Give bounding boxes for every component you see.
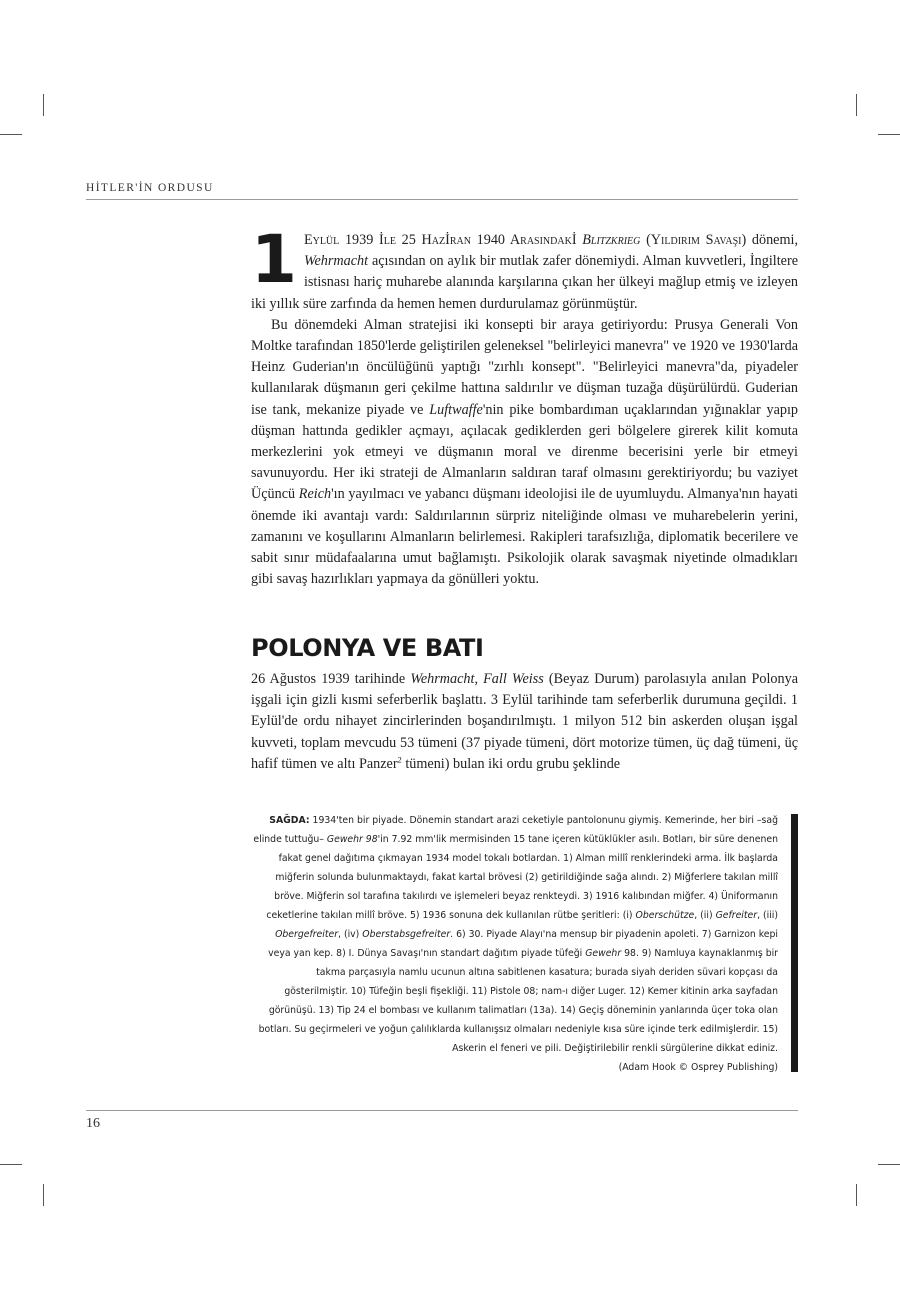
text-run: tümeni) bulan iki ordu grubu şeklinde (401, 755, 621, 772)
chapter-paragraph-2 (251, 315, 798, 591)
caption-text: , (iii) (757, 910, 778, 921)
caption-italic: Gefreiter (715, 910, 758, 921)
footnote-marker: 2 (397, 754, 402, 765)
page-number: 16 (86, 1116, 100, 1131)
crop-mark (878, 134, 900, 135)
lead-small-caps-italic: Blitzkrieg (582, 232, 641, 248)
text-run: , (474, 671, 484, 687)
caption-text: , (iv) (338, 929, 363, 940)
caption-italic: Gewehr (585, 948, 622, 959)
section-heading: POLONYA VE BATI (251, 634, 484, 662)
caption-italic: Oberschütze (635, 910, 695, 921)
header-rule (86, 199, 798, 200)
section-body (251, 669, 798, 775)
crop-mark (43, 1184, 44, 1206)
text-run: 'ın yayılmacı ve yabancı düşmanı ideolojisi ile de uyumluydu. Almanya'nın hayati önemde iki avantajı vardı: Saldırılarının sürpriz niteliğinde olması ve muharebelerin yerini, zamanını ve koşullarını Almanların belirlemesi. Rakipleri tarafsızlığa, diplomatik becerilere ve sabit sınır müdafaalarına umut bağlamıştı. Psikolojik olarak savaşmak niyetinde olmadıkları gibi savaş hazırlıkları yapmaya da gönülleri yoktu. (251, 486, 799, 588)
crop-mark (856, 1184, 857, 1206)
italic-run: Wehrmacht (410, 671, 475, 687)
footer-rule (86, 1110, 798, 1111)
caption-lead: SAĞDA: (269, 815, 310, 826)
lead-small-caps-end: (Yıldırım Savaşı) (640, 232, 747, 248)
caption-text: . 6) 30. Piyade Alayı'na mensup bir piyadenin apoleti. 7) Garnizon kepi veya yan kep. 8) I. Dünya Savaşı'nın standart dağıtım piyade tüfeği (268, 929, 778, 959)
italic-run: Luftwaffe (429, 401, 483, 418)
text-run: açısından on aylık bir mutlak zafer dönemiydi. Alman kuvvetleri, İngiltere istisnası hariç muharebe alanında karşılarına çıkan her ülkeyi mağlup etmiş ve izleyen iki yıllık süre zarfında da hemen hemen durdurulamaz görünmüştür. (251, 253, 798, 312)
image-credit: (Adam Hook © Osprey Publishing) (618, 1062, 778, 1073)
caption-text: , (ii) (694, 910, 716, 921)
drop-cap: 1 (251, 221, 297, 298)
text-run: 'nin pike bombardıman uçaklarından yığınaklar yapıp düşman hattında gedikler açmayı, açılacak gediklerden geri bölgelere girerek kilit komuta merkezlerini yok etmeyi ve düşmanın moral ve direnme becerisini yerle bir etmeyi savunuyordu. Her iki strateji de Almanların saldıran taraf olmasını gerektiriyordu; bu vaziyet Üçüncü (251, 401, 798, 503)
running-head: HİTLER'İN ORDUSU (86, 182, 214, 194)
crop-mark (0, 1164, 22, 1165)
crop-mark (43, 94, 44, 116)
figure-caption (252, 811, 778, 1077)
crop-mark (878, 1164, 900, 1165)
caption-italic: Gewehr 98 (326, 834, 378, 845)
text-run: (Beyaz Durum) parolasıyla anılan Polonya işgali için gizli kısmi seferberlik başlattı. 3 Eylül tarihinde tam seferberlik durumuna geçildi. 1 Eylül'de ordu nihayet zincirlerinden boşandırılmıştı. 1 milyon 512 bin askerden oluşan işgal kuvveti, toplam mevcudu 53 tümeni (37 piyade tümeni, dört motorize tümen, üç dağ tümeni, üç hafif tümen ve altı Panzer (251, 671, 798, 772)
section-paragraph (251, 669, 798, 775)
text-run: 26 Ağustos 1939 tarihinde (251, 671, 411, 687)
caption-italic: Obergefreiter (275, 929, 339, 940)
lead-small-caps: Eylül 1939 İle 25 Hazİran 1940 Arasındakİ (303, 232, 583, 248)
italic-run: Fall Weiss (483, 671, 544, 687)
text-run: Bu dönemdeki Alman stratejisi iki konsepti bir araya getiriyordu: Prusya Generali Von Moltke tarafından 1850'lerde geliştirilen geleneksel "belirleyici manevra" ve 1920 ve 1930'larda Heinz Guderian'ın öncülüğünü yaptığı "zırhlı konsept". "Belirleyici manevra"da, piyadeler kullanılarak düşmanın geri çekilme hattına saldırılır ve düşman tuzağa düşürülürdü. Guderian ise tank, mekanize piyade ve (251, 316, 798, 418)
chapter-paragraph-1 (251, 221, 798, 315)
chapter-body (251, 221, 799, 590)
italic-run: Reich (298, 486, 332, 503)
text-run: dönemi, (746, 232, 798, 248)
caption-text: 1934'ten bir piyade. Dönemin standart arazi ceketiyle pantolonunu giymiş. Kemerinde, her biri –sağ elinde tuttuğu– (253, 815, 778, 845)
caption-bar (791, 814, 798, 1072)
caption-italic: Oberstabsgefreiter (362, 929, 451, 940)
italic-run: Wehrmacht (303, 253, 369, 270)
crop-mark (856, 94, 857, 116)
caption-text: 98. 9) Namluya kaynaklanmış bir takma parçasıyla namlu ucunun altına sabitlenen kasatura; burada siyah deriden süvari kopçası da gösterilmiştir. 10) Tüfeğin beşli fişekliği. 11) Pistole 08; nam-ı diğer Luger. 12) Kemer kitinin arka sayfadan görünüşü. 13) Tip 24 el bombası ve kullanım talimatları (13a). 14) Geçiş döneminin yanlarında üçer toka olan botları. Su geçirmeleri ve yoğun çalılıklarda kullanışsız olmaları nedeniyle kısa süre içinde terk edilmişlerdir. 15) Askerin el feneri ve pili. Değiştirilebilir renkli sürgülerine dikkat ediniz. (258, 948, 778, 1054)
caption-text: 'in 7.92 mm'lik mermisinden 15 tane içeren kütüklükler asılı. Botları, bir süre denenen fakat genel dağıtıma çıkmayan 1934 model tokalı botlardan. 1) Alman millî renklerindeki arma. İlk başlarda miğferin solunda bulunmaktaydı, fakat kartal brövesi (2) getirildiğinde sağa alındı. 2) Miğferlere takılan millî bröve. Miğferin sol tarafına takılırdı ve işlemeleri beyaz renkteydi. 3) 1916 kalıbından miğfer. 4) Üniformanın ceketlerine takılan millî bröve. 5) 1936 sonuna dek kullanılan rütbe şeritleri: (i) (266, 834, 778, 921)
crop-mark (0, 134, 22, 135)
